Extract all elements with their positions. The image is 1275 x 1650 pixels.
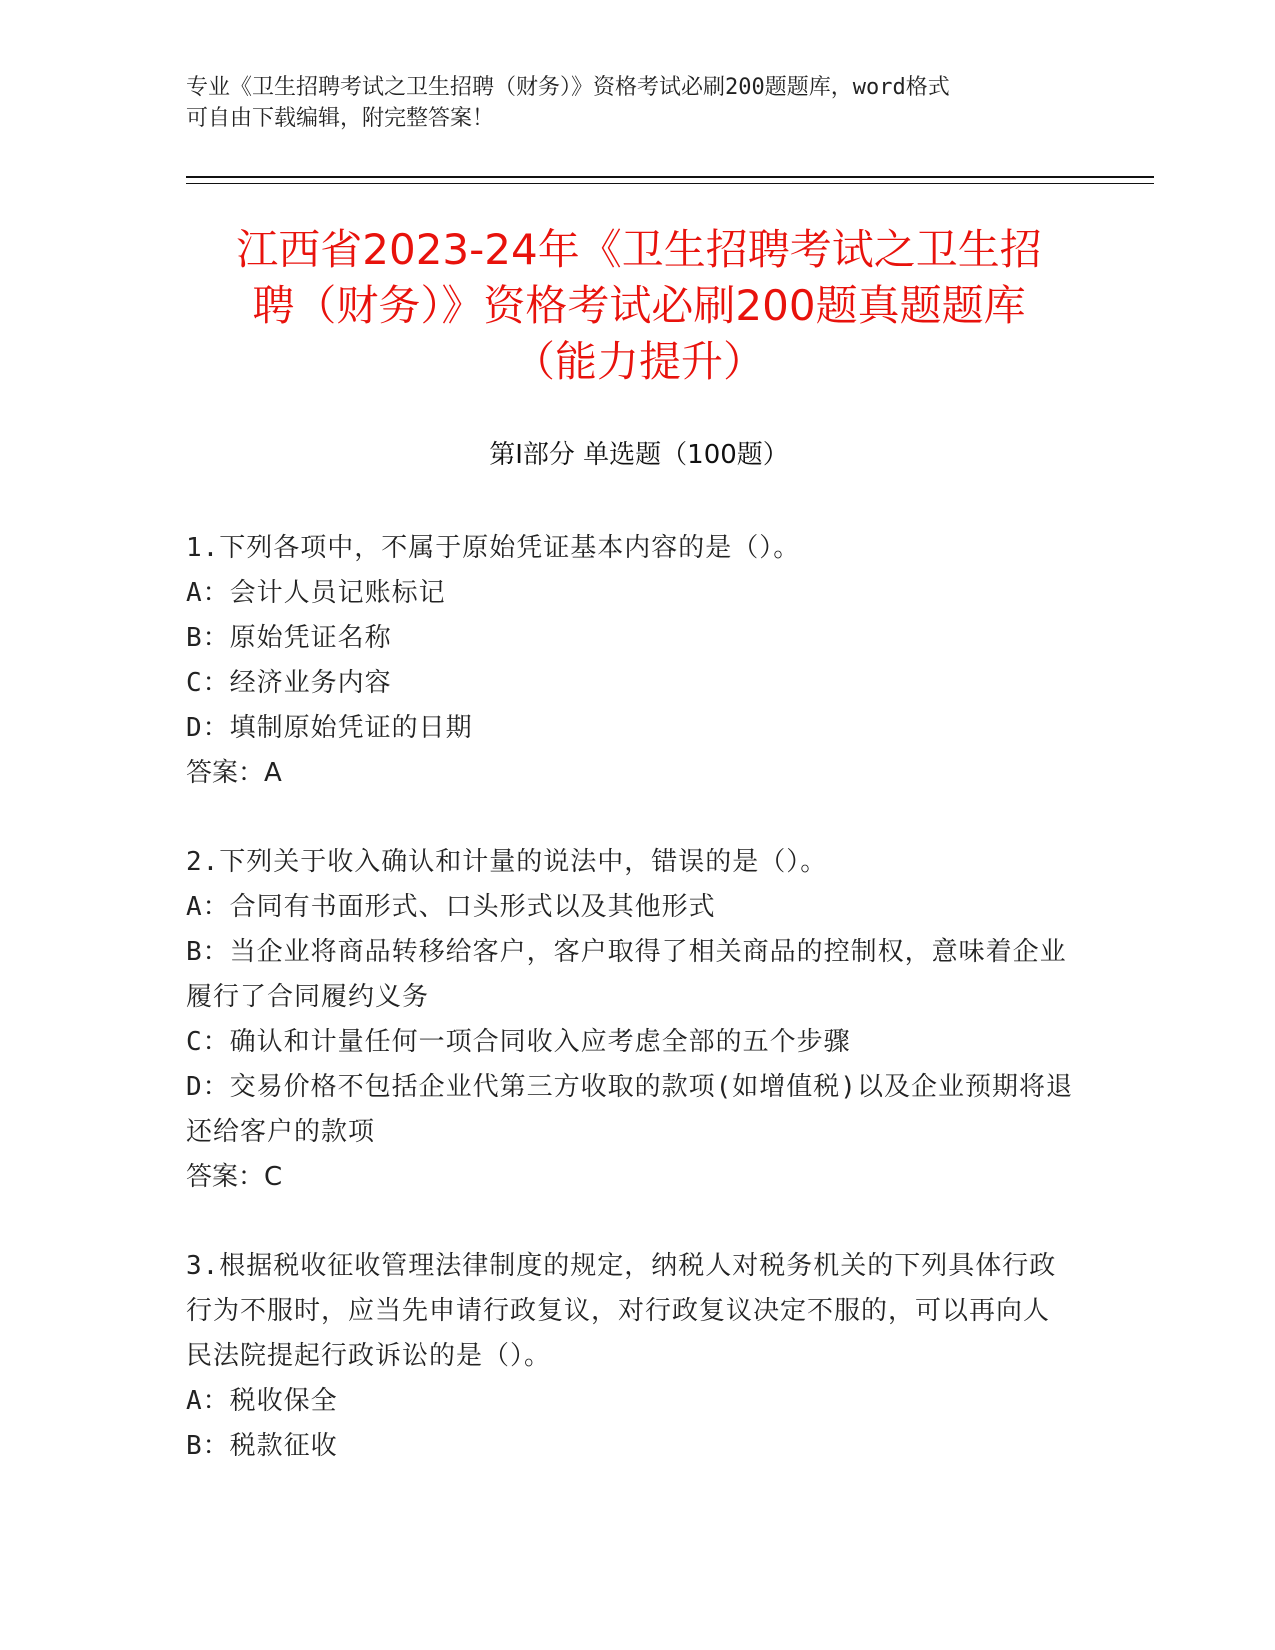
header-note <box>186 72 1066 134</box>
option-c: C：确认和计量任何一项合同收入应考虑全部的五个步骤 <box>186 1027 851 1057</box>
question-2 <box>186 840 1074 1200</box>
option-a: A：合同有书面形式、口头形式以及其他形式 <box>186 892 716 922</box>
title-line-1: 江西省2023-24年《卫生招聘考试之卫生招 <box>236 225 1042 274</box>
header-rule-thick <box>186 176 1154 178</box>
option-b: B：原始凭证名称 <box>186 623 392 653</box>
answer: 答案：C <box>186 1162 283 1192</box>
option-a: A：税收保全 <box>186 1386 338 1416</box>
option-d: D：填制原始凭证的日期 <box>186 713 473 743</box>
header-note-line-1: 专业《卫生招聘考试之卫生招聘（财务）》资格考试必刷200题题库，word格式 <box>186 75 950 100</box>
title-line-2: 聘（财务）》资格考试必刷200题真题题库 <box>252 281 1026 330</box>
document-title <box>186 222 1092 390</box>
question-stem: 2.下列关于收入确认和计量的说法中，错误的是（）。 <box>186 847 828 877</box>
question-list <box>186 526 1074 1513</box>
section-heading: 第Ⅰ部分 单选题（100题） <box>489 440 789 470</box>
header-rule-thin <box>186 183 1154 184</box>
question-stem: 1.下列各项中，不属于原始凭证基本内容的是（）。 <box>186 533 801 563</box>
option-b: B：当企业将商品转移给客户，客户取得了相关商品的控制权，意味着企业履行了合同履约义务 <box>186 937 1067 1012</box>
option-d: D：交易价格不包括企业代第三方收取的款项(如增值税)以及企业预期将退还给客户的款项 <box>186 1072 1073 1147</box>
title-line-3: （能力提升） <box>512 337 765 386</box>
question-3 <box>186 1244 1074 1469</box>
header-note-line-2: 可自由下载编辑，附完整答案！ <box>186 106 495 131</box>
question-1 <box>186 526 1074 796</box>
option-a: A：会计人员记账标记 <box>186 578 446 608</box>
option-c: C：经济业务内容 <box>186 668 392 698</box>
option-b: B：税款征收 <box>186 1431 338 1461</box>
question-stem: 3.根据税收征收管理法律制度的规定，纳税人对税务机关的下列具体行政行为不服时，应当先申请行政复议，对行政复议决定不服的，可以再向人民法院提起行政诉讼的是（）。 <box>186 1251 1057 1371</box>
answer: 答案：A <box>186 758 282 788</box>
